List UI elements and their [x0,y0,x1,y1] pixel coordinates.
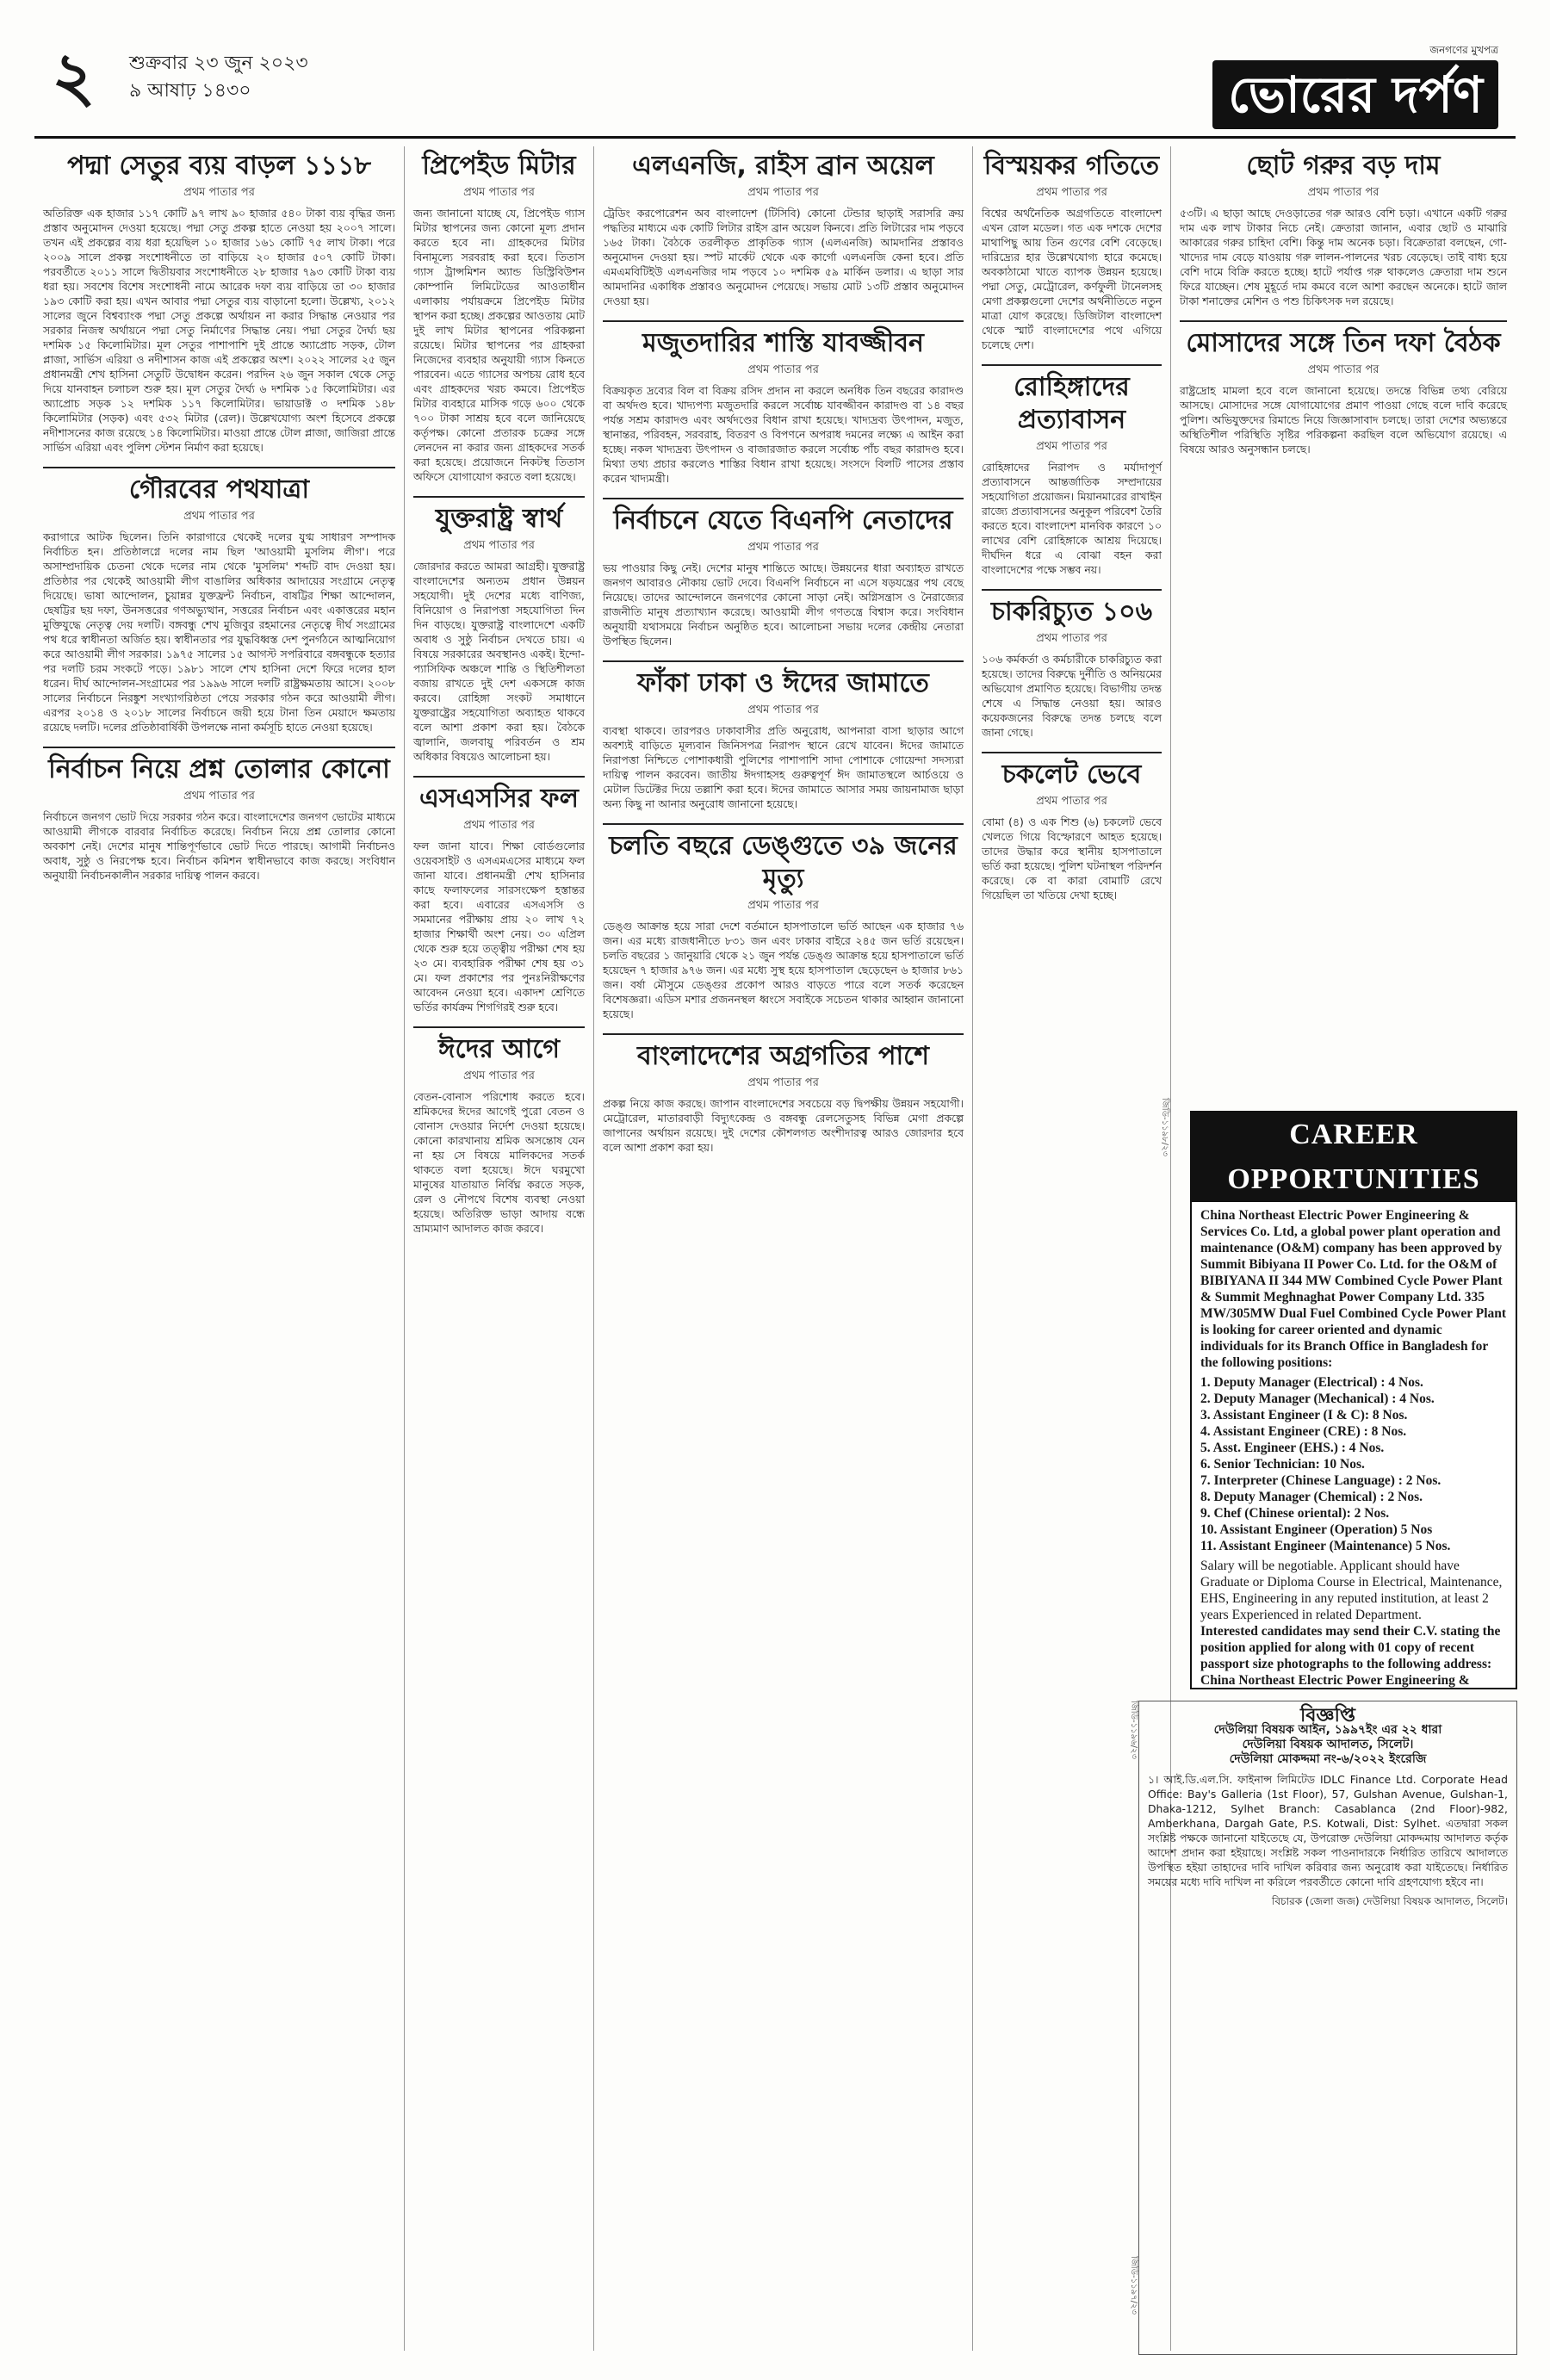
headline[interactable]: এলএনজি, রাইস ব্রান অয়েল [632,151,934,181]
story-body: ফল জানা যাবে। শিক্ষা বোর্ডগুলোর ওয়েবসাইট ও এসএমএসের মাধ্যমে ফল জানা যাবে। প্রধানমন্ত্রী শেখ হাসিনার কাছে ফলাফলের সারসংক্ষেপ হস্তান্তর করা হবে। এবারের এসএসসি ও সমমানের পরীক্ষায় প্রায় ২০ লাখ ৭২ হাজার শিক্ষার্থী অংশ নেয়। ৩০ এপ্রিল থেকে শুরু হয়ে তত্ত্বীয় পরীক্ষা শেষ হয় ২৩ মে। ব্যবহারিক পরীক্ষা শেষ হয় ৩১ মে। ফল প্রকাশের পর পুনঃনিরীক্ষণের আবেদন নেওয়া হবে। একাদশ শ্রেণিতে ভর্তির কার্যক্রম শিগগিরই শুরু হবে। [413,840,585,1013]
jump-line: প্রথম পাতার পর [747,1076,819,1089]
story-body: ১০৬ কর্মকর্তা ও কর্মচারীকে চাকরিচ্যুত করা হয়েছে। তাদের বিরুদ্ধে দুর্নীতি ও অনিয়মের অভিযোগ প্রমাণিত হয়েছে। বিভাগীয় তদন্ত শেষে এ সিদ্ধান্ত নেওয়া হয়। আরও কয়েকজনের বিরুদ্ধে তদন্ত চলছে বলে জানা গেছে। [982,653,1162,739]
divider [982,752,1162,753]
divider [413,776,585,778]
story-chocolate [982,759,1162,902]
story-body: নির্বাচনে জনগণ ভোট দিয়ে সরকার গঠন করে। বাংলাদেশের জনগণ ভোটের মাধ্যমে আওয়ামী লীগকে বারবার নির্বাচিত করেছে। নির্বাচন নিয়ে প্রশ্ন তোলার কোনো অবকাশ নেই। দেশের মানুষ শান্তিপূর্ণভাবে ভোট দিতে পারছে। আগামী নির্বাচনও অবাধ, সুষ্ঠু ও নিরপেক্ষ হবে। নির্বাচন কমিশন স্বাধীনভাবে কাজ করছে। সংবিধান অনুযায়ী নির্বাচনকালীন সরকার দায়িত্ব পালন করবে। [43,810,395,882]
notice-body: ১। আই.ডি.এল.সি. ফাইনান্স লিমিটেড IDLC Finance Ltd. Corporate Head Office: Bay's Galleria (1st Floor), 57, Gulshan Avenue, Gulshan-1, Dhaka-1212, Sylhet Branch: Casablanca (2nd Floor)-982, Amberkhana, Dargah Gate, P.S. Kotwali, Dist: Sylhet. এতদ্বারা সকল সংশ্লিষ্ট পক্ষকে জানানো যাইতেছে যে, উপরোক্ত দেউলিয়া মোকদ্দমায় আদালত কর্তৃক আদেশ প্রদান করা হইয়াছে। সংশ্লিষ্ট সকল পাওনাদারকে নির্ধারিত তারিখে আদালতে উপস্থিত হইয়া তাহাদের দাবি দাখিল করিবার জন্য অনুরোধ করা যাইতেছে। নির্ধারিত সময়ের মধ্যে দাবি দাখিল না করিলে পরবর্তীতে কোনো দাবি গ্রহণযোগ্য হইবে না। [1148,1773,1508,1888]
story-chhoto [1180,150,1507,308]
story-rohingya [982,371,1162,577]
ad-code: জিডি-১১৯৬/২৩ [1129,1701,1138,1759]
masthead [34,34,1516,139]
headline[interactable]: গৌরবের পথযাত্রা [128,474,310,505]
position-item: 1. Deputy Manager (Electrical) : 4 Nos. [1200,1375,1423,1390]
jump-line: প্রথম পাতার পর [463,186,535,199]
story-bismoy [982,150,1162,352]
brand-logo: ভোরের দর্পণ [1212,60,1498,129]
jump-line: প্রথম পাতার পর [183,510,255,523]
story-usa [413,503,585,764]
jump-line: প্রথম পাতার পর [1036,186,1107,199]
position-list [1200,1374,1507,1554]
newspaper-brand [1212,43,1498,129]
divider [603,823,964,825]
column-5 [1171,146,1516,1102]
page-number: ২ [52,38,96,116]
jump-line: প্রথম পাতার পর [747,186,819,199]
story-body: রাষ্ট্রদ্রোহ মামলা হবে বলে জানানো হয়েছে। তদন্তে বিভিন্ন তথ্য বেরিয়ে আসছে। মোসাদের সঙ্গে যোগাযোগের প্রমাণ পাওয়া গেছে বলে দাবি করেছে পুলিশ। অভিযুক্তদের রিমান্ডে নিয়ে জিজ্ঞাসাবাদ চলছে। তারা দেশের অভ্যন্তরে অস্থিতিশীল পরিস্থিতি সৃষ্টির পরিকল্পনা করছিল বলে অভিযোগ রয়েছে। এ বিষয়ে আরও অনুসন্ধান চলছে। [1180,384,1507,456]
career-body [1192,1202,1516,1689]
headline[interactable]: প্রিপেইড মিটার [422,151,576,181]
divider [982,589,1162,591]
story-body: অতিরিক্ত এক হাজার ১১৭ কোটি ৯৭ লাখ ৯০ হাজার ৫৪০ টাকা ব্যয় বৃদ্ধির জন্য প্রস্তাব অনুমোদন দেওয়া হয়েছে। পদ্মা সেতু প্রকল্প হাতে নেওয়া হয় ২০০৭ সালে। তখন এই প্রকল্পের ব্যয় ধরা হয়েছিল ১০ হাজার ১৬১ কোটি ৭৫ লাখ টাকা। পরে ২০০৯ সালে প্রকল্প সংশোধনীতে তা বাড়িয়ে ২০ হাজার ৫০৭ কোটি টাকা। পরবর্তীতে ২০১১ সালে দ্বিতীয়বার সংশোধনীতে ২৮ হাজার ৭৯৩ কোটি টাকা ব্যয় ধরা হয়। সবশেষ বিশেষ সংশোধনী নামে আরেক দফা ব্যয় বাড়িয়ে তা ৩০ হাজার ১৯৩ কোটি করা হয়। এখন আবার পদ্মা সেতুর ব্যয় বাড়ানো হলো। উল্লেখ্য, ২০১২ সালের জুনে বিশ্বব্যাংক পদ্মা সেতু প্রকল্পে অর্থায়ন না করার সিদ্ধান্ত নেওয়ার পর সরকার নিজস্ব অর্থায়নে পদ্মা সেতু নির্মাণের সিদ্ধান্ত নেয়। পদ্মা সেতুর দৈর্ঘ্য ছয় দশমিক ১৫ কিলোমিটার। মূল সেতুর পাশাপাশি দুই প্রান্তে অ্যাপ্রোচ সড়ক, টোল প্লাজা, সার্ভিস এরিয়া ও নদীশাসন কাজ এই প্রকল্পের অংশ। ২০২২ সালের ২৫ জুন প্রধানমন্ত্রী শেখ হাসিনা সেতুটি উদ্বোধন করেন। পরদিন ২৬ জুন সকাল থেকে সেতু দিয়ে যানবাহন চলাচল শুরু হয়। মূল সেতুর দৈর্ঘ্য ৬ দশমিক ১৫ কিলোমিটার। এর অ্যাপ্রোচ সড়ক ১২ দশমিক ১১৭ কিলোমিটার। ভায়াডাক্ট ৩ দশমিক ১৪৮ কিলোমিটার (সড়ক) এবং ৫৩২ মিটার (রেল)। উল্লেখযোগ্য অংশ হিসেবে প্রকল্পে নদীশাসনের কাজ রয়েছে ১৪ কিলোমিটার। মাওয়া প্রান্তে টোল প্লাজা, জাজিরা প্রান্তে সার্ভিস এরিয়া এবং পুলিশ স্টেশন নির্মাণ করা হয়েছে। [43,207,395,454]
headline[interactable]: চাকরিচ্যুত ১০৬ [990,597,1153,627]
headline[interactable]: ঈদের আগে [437,1034,561,1064]
story-nirbachon [43,753,395,883]
jump-line: প্রথম পাতার পর [747,541,819,554]
career-intro: China Northeast Electric Power Engineering & Services Co. Ltd, a global power plant operation and maintenance (O&M) company has been approved by Summit Bibiyana II Power Co. Ltd. for the O&M of BIBIYANA II 344 MW Combined Cycle Power Plant & Summit Meghnaghat Power Company Ltd. 335 MW/305MW Dual Fuel Combined Cycle Power Plant is looking for career oriented and dynamic individuals for its Branch Office in Bangladesh for the following positions: [1200,1208,1507,1370]
story-body: প্রকল্প নিয়ে কাজ করছে। জাপান বাংলাদেশের সবচেয়ে বড় দ্বিপক্ষীয় উন্নয়ন সহযোগী। মেট্রোরেল, মাতারবাড়ী বিদ্যুৎকেন্দ্র ও বঙ্গবন্ধু রেলসেতুসহ বিভিন্ন মেগা প্রকল্পে জাপানের অর্থায়ন রয়েছে। দুই দেশের কৌশলগত অংশীদারত্ব আরও জোরদার হবে বলে আশা প্রকাশ করা হয়। [603,1097,964,1154]
headline[interactable]: ছোট গরুর বড় দাম [1246,151,1441,181]
position-item: 6. Senior Technician: 10 Nos. [1200,1457,1365,1472]
headline[interactable]: রোহিঙ্গাদের প্রত্যাবাসন [1014,372,1130,435]
ad-code: জিডি-১১৯৭/২৩ [1129,2256,1138,2315]
headline[interactable]: পদ্মা সেতুর ব্যয় বাড়ল ১১১৮ [67,151,371,181]
divider [413,1026,585,1028]
story-body: জোরদার করতে আমরা আগ্রহী। যুক্তরাষ্ট্র বাংলাদেশের অন্যতম প্রধান উন্নয়ন সহযোগী। দুই দেশের মধ্যে বাণিজ্য, বিনিয়োগ ও নিরাপত্তা সহযোগিতা দিন দিন বাড়ছে। যুক্তরাষ্ট্র বাংলাদেশে একটি অবাধ ও সুষ্ঠু নির্বাচন দেখতে চায়। এ বিষয়ে সরকারের অবস্থানও একই। ইন্দো-প্যাসিফিক অঞ্চলে শান্তি ও স্থিতিশীলতা বজায় রাখতে দুই দেশ একসঙ্গে কাজ করবে। রোহিঙ্গা সংকট সমাধানে যুক্তরাষ্ট্রের সহযোগিতা অব্যাহত থাকবে বলে আশা প্রকাশ করা হয়। বৈঠকে জ্বালানি, জলবায়ু পরিবর্তন ও শ্রম অধিকার বিষয়েও আলোচনা হয়। [413,560,585,763]
story-body: বিশ্বের অর্থনৈতিক অগ্রগতিতে বাংলাদেশ এখন রোল মডেল। গত এক দশকে দেশের মাথাপিছু আয় তিন গুণের বেশি বেড়েছে। দারিদ্র্যের হার উল্লেখযোগ্য হারে কমেছে। অবকাঠামো খাতে ব্যাপক উন্নয়ন হয়েছে। পদ্মা সেতু, মেট্রোরেল, কর্ণফুলী টানেলসহ মেগা প্রকল্পগুলো দেশের অর্থনীতিতে নতুন মাত্রা যোগ করেছে। ডিজিটাল বাংলাদেশ থেকে স্মার্ট বাংলাদেশের পথে এগিয়ে চলেছে দেশ। [982,207,1162,351]
column-2 [405,146,594,2351]
story-body: জন্য জানানো যাচ্ছে যে, প্রিপেইড গ্যাস মিটার স্থাপনের জন্য কোনো মূল্য প্রদান করতে হবে না। গ্রাহকদের মিটার বিনামূল্যে সরবরাহ করা হবে। তিতাস গ্যাস ট্রান্সমিশন অ্যান্ড ডিস্ট্রিবিউশন কোম্পানি লিমিটেডের আওতাধীন এলাকায় পর্যায়ক্রমে প্রিপেইড মিটার স্থাপন করা হচ্ছে। প্রকল্পের আওতায় মোট দুই লাখ মিটার স্থাপনের পরিকল্পনা রয়েছে। মিটার স্থাপনের পর গ্রাহকরা নিজেদের ব্যবহার অনুযায়ী গ্যাস কিনতে পারবেন। এতে গ্যাসের অপচয় রোধ হবে এবং গ্রাহকদের খরচ কমবে। প্রিপেইড মিটার ব্যবহারে মাসিক গড়ে ৬০০ থেকে ৭০০ টাকা সাশ্রয় হবে বলে জানিয়েছে কর্তৃপক্ষ। কোনো প্রতারক চক্রের সঙ্গে লেনদেন না করার জন্য গ্রাহকদের সতর্ক করা হয়েছে। প্রয়োজনে নিকটস্থ তিতাস অফিসে যোগাযোগ করতে বলা হয়েছে। [413,207,585,483]
position-item: 11. Assistant Engineer (Maintenance) 5 Nos. [1200,1539,1451,1553]
position-item: 9. Chef (Chinese oriental): 2 Nos. [1200,1506,1390,1521]
divider [43,467,395,468]
headline[interactable]: চলতি বছরে ডেঙ্গুতে ৩৯ জনের মৃত্যু [609,831,958,894]
story-bnp [603,505,964,648]
career-salary: Salary will be negotiable. Applicant should have Graduate or Diploma Course in Electrical, Maintenance, EHS, Engineering in any reputed institution, at least 2 years Experienced in related Department. [1200,1559,1503,1622]
jump-line: প্রথম পাতার পর [463,1069,535,1082]
position-item: 8. Deputy Manager (Chemical) : 2 Nos. [1200,1490,1423,1504]
story-body: ডেঙ্গু আক্রান্ত হয়ে সারা দেশে বর্তমানে হাসপাতালে ভর্তি আছেন এক হাজার ৭৬ জন। এর মধ্যে রাজধানীতে ৮৩১ জন এবং ঢাকার বাইরে ২৪৫ জন ভর্তি রয়েছেন। চলতি বছরের ১ জানুয়ারি থেকে ২১ জুন পর্যন্ত ডেঙ্গু আক্রান্ত হয়ে হাসপাতালে ভর্তি হয়েছেন ৭ হাজার ৯৭৬ জন। এর মধ্যে সুস্থ হয়ে হাসপাতাল ছেড়েছেন ৬ হাজার ৮৬১ জন। বর্ষা মৌসুমে ডেঙ্গুর প্রকোপ আরও বাড়তে পারে বলে সতর্ক করেছেন বিশেষজ্ঞরা। এডিস মশার প্রজননস্থল ধ্বংসে সবাইকে সচেতন থাকার আহ্বান জানানো হয়েছে। [603,920,964,1020]
notice-title: বিজ্ঞপ্তি [1300,1705,1355,1726]
dateline [129,50,308,105]
story-body: বিক্রয়কৃত দ্রব্যের বিল বা বিক্রয় রসিদ প্রদান না করলে অনধিক তিন বছরের কারাদণ্ড বা অর্থদণ্ড হবে। খাদ্যপণ্য মজুতদারি করলে সর্বোচ্চ যাবজ্জীবন কারাদণ্ড বা ১৪ বছর পর্যন্ত সশ্রম কারাদণ্ড এবং অর্থদণ্ডের বিধান রাখা হয়েছে। খাদ্যদ্রব্য উৎপাদন, মজুত, স্থানান্তর, পরিবহন, সরবরাহ, বিতরণ ও বিপণনে অপরাধ দমনের লক্ষ্যে এ আইন করা হচ্ছে। নকল খাদ্যদ্রব্য উৎপাদন ও বাজারজাত করলে সর্বোচ্চ পাঁচ বছর কারাদণ্ড হবে। মিথ্যা তথ্য প্রচার করলেও শাস্তির বিধান রাখা হয়েছে। সংসদে বিলটি পাসের প্রস্তাব করেন খাদ্যমন্ত্রী। [603,384,964,485]
divider [1180,320,1507,322]
headline[interactable]: নির্বাচন নিয়ে প্রশ্ন তোলার কোনো [48,754,390,784]
career-apply: Interested candidates may send their C.V. stating the position applied for along with 01 copy of recent passport size photographs to the following address: China Northeast Electric Power Engineering & [1200,1624,1501,1688]
court-notice [1138,1701,1517,2355]
jump-line: প্রথম পাতার পর [183,186,255,199]
column-3 [594,146,973,2351]
notice-court: দেউলিয়া বিষয়ক আদালত, সিলেট। [1242,1738,1414,1751]
story-chalti [603,830,964,1021]
story-body: ব্যবস্থা থাকবে। তারপরও ঢাকাবাসীর প্রতি অনুরোধ, আপনারা বাসা ছাড়ার আগে অবশ্যই বাড়িতে মূল্যবান জিনিসপত্র নিরাপদ স্থানে রেখে যাবেন। ঈদের জামাতে নিরাপত্তা নিশ্চিতে পোশাকধারী পুলিশের পাশাপাশি সাদা পোশাকে গোয়েন্দা সদস্যরা দায়িত্ব পালন করবেন। জাতীয় ঈদগাহসহ গুরুত্বপূর্ণ ঈদ জামাতস্থলে আর্চওয়ে ও মেটাল ডিটেক্টর দিয়ে তল্লাশি করা হবে। ঈদের জামাতে আসার সময় জায়নামাজ ছাড়া অন্য কিছু না আনার অনুরোধ জানানো হয়েছে। [603,724,964,810]
story-mosad [1180,327,1507,456]
story-body: রোহিঙ্গাদের নিরাপদ ও মর্যাদাপূর্ণ প্রত্যাবাসনে আন্তর্জাতিক সম্প্রদায়ের সহযোগিতা প্রয়োজন। মিয়ানমারের রাখাইন রাজ্যে প্রত্যাবাসনের অনুকূল পরিবেশ তৈরি করতে হবে। বাংলাদেশ মানবিক কারণে ১০ লাখের বেশি রোহিঙ্গাকে আশ্রয় দিয়েছে। দীর্ঘদিন ধরে এ বোঝা বহন করা বাংলাদেশের পক্ষে সম্ভব নয়। [982,461,1162,576]
career-ad [1190,1111,1517,1689]
story-gourab [43,474,395,734]
position-item: 2. Deputy Manager (Mechanical) : 4 Nos. [1200,1391,1435,1406]
story-eid [413,1033,585,1236]
jump-line: প্রথম পাতার পর [1036,440,1107,453]
story-body: করাগারে আটক ছিলেন। তিনি কারাগারে থেকেই দলের যুগ্ম সাধারণ সম্পাদক নির্বাচিত হন। প্রতিষ্ঠালগ্নে দলের নাম ছিল 'আওয়ামী মুসলিম লীগ'। পরে অসাম্প্রদায়িক চেতনা থেকে দলের নাম থেকে 'মুসলিম' শব্দটি বাদ দেওয়া হয়। প্রতিষ্ঠার পর থেকেই আওয়ামী লীগ বাঙালির অধিকার আদায়ের সংগ্রামে নেতৃত্ব দিয়েছে। ভাষা আন্দোলন, চুয়ান্নর যুক্তফ্রন্ট নির্বাচন, বাষট্টির শিক্ষা আন্দোলন, ছেষট্টির ছয় দফা, উনসত্তরের গণঅভ্যুত্থান, সত্তরের নির্বাচন এবং একাত্তরের মহান মুক্তিযুদ্ধে নেতৃত্ব দেয় দলটি। বঙ্গবন্ধু শেখ মুজিবুর রহমানের নেতৃত্বে দীর্ঘ সংগ্রামের পথ ধরে স্বাধীনতা অর্জিত হয়। স্বাধীনতার পর যুদ্ধবিধ্বস্ত দেশ পুনর্গঠনে আত্মনিয়োগ করে আওয়ামী লীগ সরকার। ১৯৭৫ সালের ১৫ আগস্ট সপরিবারে বঙ্গবন্ধুকে হত্যার পর দলটি চরম সংকটে পড়ে। ১৯৮১ সালে শেখ হাসিনা দেশে ফিরে দলের হাল ধরেন। দীর্ঘ আন্দোলন-সংগ্রামের পর ১৯৯৬ সালে দলটি রাষ্ট্রক্ষমতায় আসে। ২০০৮ সালের নির্বাচনে নিরঙ্কুশ সংখ্যাগরিষ্ঠতা পেয়ে সরকার গঠন করে আওয়ামী লীগ। এরপর ২০১৪ ও ২০১৮ সালের নির্বাচনে জয়ী হয়ে টানা তিন মেয়াদে ক্ষমতায় রয়েছে দলটি। দলের প্রতিষ্ঠাবার্ষিকী উপলক্ষে নানা কর্মসূচি হাতে নেওয়া হয়েছে। [43,530,395,734]
headline[interactable]: বিস্ময়কর গতিতে [983,151,1160,181]
jump-line: প্রথম পাতার পর [183,790,255,803]
position-item: 5. Asst. Engineer (EHS.) : 4 Nos. [1200,1441,1385,1455]
story-body: ভয় পাওয়ার কিছু নেই। দেশের মানুষ শান্তিতে আছে। উন্নয়নের ধারা অব্যাহত রাখতে জনগণ আবারও নৌকায় ভোট দেবে। বিএনপি নির্বাচনে না এসে ষড়যন্ত্রের পথ বেছে নিয়েছে। তাদের আন্দোলনে জনগণের কোনো সাড়া নেই। অগ্নিসন্ত্রাস ও নৈরাজ্যের রাজনীতি মানুষ প্রত্যাখ্যান করেছে। আওয়ামী লীগ গণতন্ত্রে বিশ্বাস করে। সংবিধান অনুযায়ী যথাসময়ে নির্বাচন অনুষ্ঠিত হবে। আলোচনা সভায় দলের কেন্দ্রীয় নেতারা উপস্থিত ছিলেন। [603,561,964,648]
jump-line: প্রথম পাতার পর [1307,363,1380,376]
story-bangladesh [603,1040,964,1155]
column-1 [34,146,405,2351]
ad-code: জিডি-১১৯৮/২৩ [1160,1098,1169,1156]
divider [603,660,964,662]
story-body: ৫৩টি। এ ছাড়া আছে দেওড়াতের গরু আরও বেশি চড়া। এখানে একটি গরুর দাম এক লাখ টাকার নিচে নেই। ক্রেতারা জানান, এবার ছোট ও মাঝারি আকারের গরুর চাহিদা বেশি। কিন্তু দাম অনেক চড়া। বিক্রেতারা বলছেন, গো-খাদ্যের দাম বেড়ে যাওয়ায় গরু লালন-পালনের খরচ বেড়েছে। তাই বাধ্য হয়ে বেশি দামে বিক্রি করতে হচ্ছে। হাটে পর্যাপ্ত গরু থাকলেও ক্রেতারা দাম শুনে ফিরে যাচ্ছেন। শেষ মুহূর্তে দাম কমবে বলে আশা করছেন অনেকে। হাটে জাল টাকা শনাক্তের মেশিন ও পশু চিকিৎসক দল রয়েছে। [1180,207,1507,307]
divider [603,320,964,322]
story-chakri [982,596,1162,740]
story-body: বোমা (৪) ও এক শিশু (৬) চকলেট ভেবে খেলতে গিয়ে বিস্ফোরণে আহত হয়েছে। তাদের উদ্ধার করে স্থানীয় হাসপাতালে ভর্তি করা হয়েছে। পুলিশ ঘটনাস্থল পরিদর্শন করেছে। কে বা কারা বোমাটি রেখে গিয়েছিল তা খতিয়ে দেখা হচ্ছে। [982,815,1162,902]
headline[interactable]: মোসাদের সঙ্গে তিন দফা বৈঠক [1186,328,1501,358]
headline[interactable]: এসএসসির ফল [419,784,579,814]
headline[interactable]: বাংলাদেশের অগ্রগতির পাশে [637,1041,929,1071]
jump-line: প্রথম পাতার পর [747,899,819,912]
headline[interactable]: ফাঁকা ঢাকা ও ঈদের জামাতে [637,668,929,698]
jump-line: প্রথম পাতার পর [1036,632,1107,645]
headline[interactable]: যুক্তরাষ্ট্র স্বার্থ [435,504,563,534]
jump-line: প্রথম পাতার পর [1036,795,1107,808]
story-body: বেতন-বোনাস পরিশোধ করতে হবে। শ্রমিকদের ঈদের আগেই পুরো বেতন ও বোনাস দেওয়ার নির্দেশ দেওয়া হয়েছে। কোনো কারখানায় শ্রমিক অসন্তোষ যেন না হয় সে বিষয়ে মালিকদের সতর্ক থাকতে বলা হয়েছে। ঈদে ঘরমুখো মানুষের যাতায়াত নির্বিঘ্ন করতে সড়ক, রেল ও নৌপথে বিশেষ ব্যবস্থা নেওয়া হয়েছে। অতিরিক্ত ভাড়া আদায় বন্ধে ভ্রাম্যমাণ আদালত কাজ করবে। [413,1090,585,1235]
jump-line: প্রথম পাতার পর [463,539,535,552]
notice-case: দেউলিয়া মোকদ্দমা নং-৬/২০২২ ইংরেজি [1229,1752,1427,1766]
date-english: শুক্রবার ২৩ জুন ২০২৩ [129,53,308,74]
notice-signature: বিচারক (জেলা জজ) দেউলিয়া বিষয়ক আদালত, সিলেট। [1272,1895,1508,1907]
headline[interactable]: মজুতদারির শাস্তি যাবজ্জীবন [642,328,924,358]
career-title: CAREER OPPORTUNITIES [1192,1113,1516,1202]
position-item: 7. Interpreter (Chinese Language) : 2 Nos. [1200,1473,1442,1488]
date-bangla: ৯ আষাঢ় ১৪৩০ [129,80,251,102]
headline[interactable]: নির্বাচনে যেতে বিএনপি নেতাদের [613,505,953,536]
headline[interactable]: চকলেট ভেবে [1001,759,1142,790]
brand-tagline: জনগণের মুখপত্র [1429,44,1498,56]
divider [603,1033,964,1035]
story-ssc [413,783,585,1014]
divider [413,496,585,498]
story-dhaka [603,667,964,811]
position-item: 10. Assistant Engineer (Operation) 5 Nos [1200,1522,1433,1537]
divider [43,747,395,748]
position-item: 4. Assistant Engineer (CRE) : 8 Nos. [1200,1424,1407,1439]
jump-line: প্রথম পাতার পর [747,363,819,376]
jump-line: প্রথম পাতার পর [747,703,819,716]
jump-line: প্রথম পাতার পর [463,819,535,832]
story-prepaid [413,150,585,484]
position-item: 3. Assistant Engineer (I & C): 8 Nos. [1200,1408,1408,1422]
notice-law: দেউলিয়া বিষয়ক আইন, ১৯৯৭ইং এর ২২ ধারা [1213,1723,1442,1737]
story-body: ট্রেডিং করপোরেশন অব বাংলাদেশ (টিসিবি) কোনো টেন্ডার ছাড়াই সরাসরি ক্রয় পদ্ধতির মাধ্যমে এক কোটি লিটার রাইস ব্রান অয়েল কিনবে। প্রতি লিটারের দাম পড়বে ১৬৫ টাকা। বৈঠকে তরলীকৃত প্রাকৃতিক গ্যাস (এলএনজি) আমদানির প্রস্তাবও অনুমোদন দেওয়া হয়। স্পট মার্কেট থেকে এক কার্গো এলএনজি কেনা হবে। প্রতি এমএমবিটিইউ এলএনজির দাম পড়বে ১০ দশমিক ৫৯ মার্কিন ডলার। এ ছাড়া সার আমদানির একাধিক প্রস্তাবও অনুমোদন পেয়েছে। সভায় মোট ১৩টি প্রস্তাব অনুমোদন দেওয়া হয়। [603,207,964,307]
story-padma [43,150,395,455]
divider [982,364,1162,366]
divider [603,498,964,499]
story-majur [603,327,964,486]
story-lng [603,150,964,308]
jump-line: প্রথম পাতার পর [1307,186,1380,199]
